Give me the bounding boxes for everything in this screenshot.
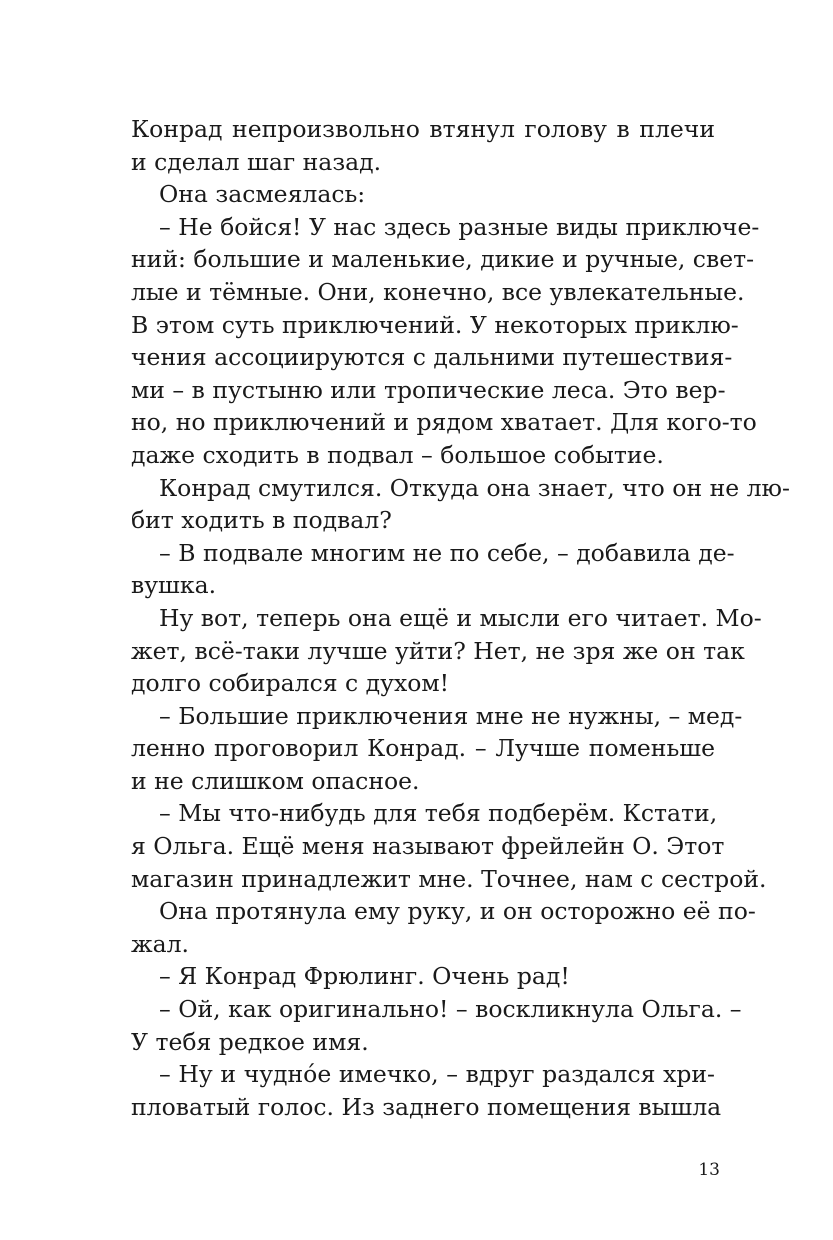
text-line: Ну вот, теперь она ещё и мысли его читает. Мо- bbox=[159, 603, 762, 632]
text-line: чения ассоциируются с дальними путешествия- bbox=[131, 343, 733, 372]
text-line: В этом суть приключений. У некоторых приклю- bbox=[131, 310, 739, 339]
text-line: ний: большие и маленькие, дикие и ручные, свет- bbox=[131, 245, 755, 274]
text-line: – Я Конрад Фрюлинг. Очень рад! bbox=[159, 962, 570, 991]
text-line: ленно проговорил Конрад. – Лучше поменьше bbox=[131, 734, 715, 763]
text-line: – Не бойся! У нас здесь разные виды приключе- bbox=[159, 212, 760, 241]
text-line: я Ольга. Ещё меня называют фрейлейн О. Этот bbox=[131, 832, 725, 861]
text-line: бит ходить в подвал? bbox=[131, 506, 392, 535]
text-line: пловатый голос. Из заднего помещения вышла bbox=[131, 1092, 722, 1121]
text-line: долго собирался с духом! bbox=[131, 669, 450, 698]
text-line: жет, всё-таки лучше уйти? Нет, не зря же он так bbox=[131, 636, 745, 665]
text-line: лые и тёмные. Они, конечно, все увлекательные. bbox=[131, 277, 745, 306]
text-line: – Мы что-нибудь для тебя подберём. Кстати, bbox=[159, 799, 718, 828]
text-line: Конрад смутился. Откуда она знает, что он не лю- bbox=[159, 473, 790, 502]
text-line: Она засмеялась: bbox=[159, 180, 366, 209]
text-line: – Ой, как оригинально! – воскликнула Ольга. – bbox=[159, 995, 742, 1024]
page-number: 13 bbox=[698, 1160, 720, 1180]
text-line: вушка. bbox=[131, 571, 217, 600]
text-line: – Ну и чудно́е имечко, – вдруг раздался хри- bbox=[159, 1060, 715, 1089]
text-line: Конрад непроизвольно втянул голову в плечи bbox=[131, 115, 715, 143]
text-line: и не слишком опасное. bbox=[131, 766, 420, 795]
text-line: – Большие приключения мне не нужны, – мед- bbox=[159, 701, 743, 730]
text-line: жал. bbox=[131, 929, 190, 958]
text-line: У тебя редкое имя. bbox=[131, 1027, 369, 1056]
body-text bbox=[131, 113, 790, 1123]
text-line: ми – в пустыню или тропические леса. Это вер- bbox=[131, 375, 726, 404]
text-line: Она протянула ему руку, и он осторожно её по- bbox=[159, 897, 756, 926]
text-line: но, но приключений и рядом хватает. Для кого-то bbox=[131, 408, 757, 437]
text-line: даже сходить в подвал – большое событие. bbox=[131, 440, 664, 469]
text-line: магазин принадлежит мне. Точнее, нам с сестрой. bbox=[131, 864, 767, 893]
text-line: и сделал шаг назад. bbox=[131, 147, 382, 176]
text-line: – В подвале многим не по себе, – добавила де- bbox=[159, 538, 735, 567]
